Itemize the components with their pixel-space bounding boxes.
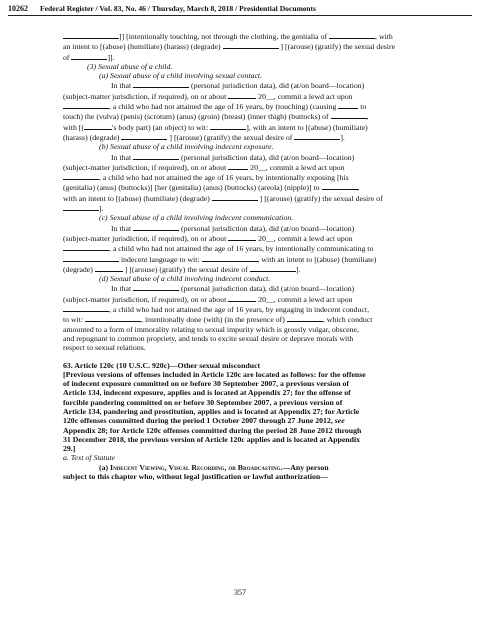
subsection-heading: (c) Sexual abuse of a child involving indecent communication. <box>99 213 294 223</box>
header-title: Federal Register / Vol. 83, No. 46 / Thursday, March 8, 2018 / Presidential Documents <box>40 4 316 13</box>
subsection-heading: (a) Sexual abuse of a child involving sexual contact. <box>99 71 263 81</box>
text-line: ]] [intentionally touching, not through the clothing, the genitalia of , with <box>63 31 417 41</box>
footer-page-number: 357 <box>234 588 246 597</box>
subsection-heading: (b) Sexual abuse of a child involving indecent exposure. <box>99 142 274 152</box>
header-rule <box>8 15 472 16</box>
text-line: (subject-matter jurisdiction, if required), on or about 20__, commit a lewd act upon <box>63 91 353 101</box>
text-line: , a child who had not attained the age of 16 years, by intentionally exposing [his <box>63 172 417 182</box>
section-heading: (3) Sexual abuse of a child. <box>87 61 173 71</box>
note-line: forcible pandering committed on or before 30 September 2007, a previous version of <box>63 397 343 407</box>
text-line: , a child who had not attained the age of 16 years, by intentionally communicating to <box>63 243 417 253</box>
note-line: 120c offenses committed during the period 1 October 2007 through 27 June 2012, see <box>63 416 345 426</box>
text-line: respect to sexual relations. <box>63 343 146 353</box>
text-line: (subject-matter jurisdiction, if required), on or about 20__, commit a lewd act upon <box>63 294 353 304</box>
text-line: (subject-matter jurisdiction, if required), on or about 20__, commit a lewd act upon <box>63 162 345 172</box>
document-body <box>63 31 417 481</box>
statute-line: (a) Indecent Viewing, Visual Recording, or Broadcasting.—Any person <box>99 462 329 472</box>
text-line: (degrade) ] [(arouse) (gratify) the sexual desire of ]. <box>63 264 301 274</box>
text-line: In that (personal jurisdiction data), did (at/on board—location) <box>111 81 365 91</box>
text-line: , a child who had not attained the age of 16 years, by (touching) (causing to <box>63 101 417 111</box>
note-line: Appendix 28; for Article 120c offenses committed during the period 28 June 2012 through <box>63 425 362 435</box>
text-line: amounted to a form of immorality relating to sexual impurity which is grossly vulgar, obscene, <box>63 324 359 334</box>
text-line: and repugnant to common propriety, and tends to excite sexual desire or deprave morals with <box>63 333 354 343</box>
text-line: with an intent to [(abuse) (humiliate) (degrade) ] [(arouse) (gratify) the sexual desire of <box>63 193 383 203</box>
article-heading: 63. Article 120c (10 U.S.C. 920c)—Other sexual misconduct <box>63 360 261 370</box>
note-line: [Previous versions of offenses included in Article 120c are located as follows: for the offense <box>63 369 366 379</box>
text-line: of ]]. <box>63 52 115 62</box>
statute-line: subject to this chapter who, without legal justification or lawful authorization— <box>63 472 329 482</box>
note-line: Article 134, pandering and prostitution, applies and is located at Appendix 27; for Article <box>63 406 360 416</box>
text-line: , a child who had not attained the age of 16 years, by engaging in indecent conduct, <box>63 304 417 314</box>
text-line: touch) the (vulva) (penis) (scrotum) (anus) (groin) (breast) (inner thigh) (buttocks) of , <box>63 112 369 122</box>
statute-heading: a. Text of Statute <box>63 453 116 463</box>
subsection-heading: (d) Sexual abuse of a child involving indecent conduct. <box>99 274 271 284</box>
text-line: with [( 's body part) (an object) to wit: ], with an intent to [(abuse) (humiliate) <box>63 122 368 132</box>
text-line: an intent to [(abuse) (humiliate) (harass) (degrade) ] [(arouse) (gratify) the sexual desire <box>63 42 396 52</box>
text-line: to wit: , intentionally done (with) (in the presence of) , which conduct <box>63 315 373 325</box>
text-line: indecent language to wit: , with an intent to [(abuse) (humiliate) <box>63 254 417 264</box>
note-line: Article 134, indecent exposure, applies and is located at Appendix 27; for the offense of <box>63 388 351 398</box>
text-line: (subject-matter jurisdiction, if required), on or about 20__, commit a lewd act upon <box>63 233 353 243</box>
text-line: In that (personal jurisdiction data), did (at/on board—location) <box>111 223 355 233</box>
text-line: (harass) (degrade) ] [(arouse) (gratify) the sexual desire of ]. <box>63 132 345 142</box>
note-line: of indecent exposure committed on or before 30 September 2007, a previous version of <box>63 379 350 389</box>
text-line: ]. <box>63 203 417 213</box>
header-page-number: 10262 <box>8 4 28 13</box>
note-line: 29.] <box>63 444 76 454</box>
note-line: 31 December 2018, the previous version of Article 120c applies and is located at Appendix <box>63 434 361 444</box>
text-line: In that (personal jurisdiction data), did (at/on board—location) <box>111 284 355 294</box>
text-line: In that (personal jurisdiction data), did (at/on board—location) <box>111 152 355 162</box>
text-line: (genitalia) (anus) (buttocks)] [her (genitalia) (anus) (buttocks) (areola) (nipple)] to , <box>63 183 360 193</box>
running-header <box>8 4 316 13</box>
